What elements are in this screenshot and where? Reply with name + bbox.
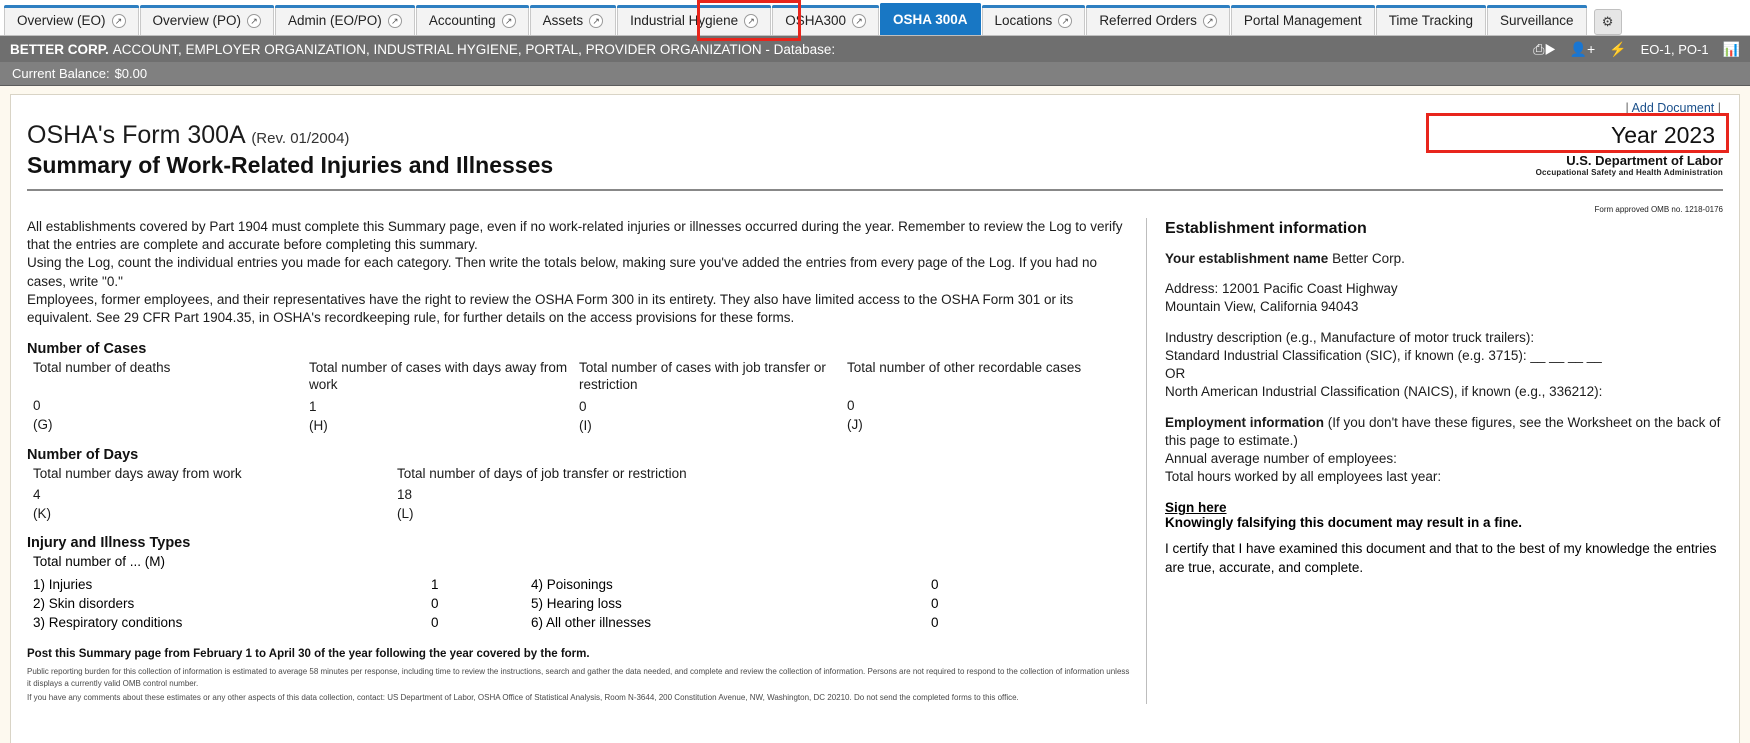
left-divider: | — [1625, 101, 1629, 115]
bar-chart-icon[interactable]: 📊 — [1722, 41, 1740, 57]
form-title — [27, 121, 1723, 150]
tab-label: Portal Management — [1243, 13, 1362, 28]
right-divider: | — [1717, 101, 1721, 115]
injury-type-5-label: 5) Hearing loss — [531, 595, 622, 611]
tab-label: Locations — [994, 13, 1053, 28]
cases-other-recordable-value: 0 — [847, 398, 855, 414]
days-away-from-work — [27, 466, 397, 521]
cases-deaths-label: Total number of deaths — [33, 360, 171, 376]
cases-deaths-value: 0 — [33, 398, 41, 414]
current-balance-bar — [0, 62, 1750, 86]
days-job-transfer-value: 18 — [397, 486, 413, 502]
cases-other-recordable-code: (J) — [847, 417, 863, 433]
sign-here-block — [1165, 500, 1723, 530]
cases-other-recordable-label: Total number of other recordable cases — [847, 360, 1082, 376]
department-label: U.S. Department of Labor — [1566, 153, 1723, 168]
tab-label: Time Tracking — [1388, 13, 1473, 28]
form-year: Year 2023 — [1610, 122, 1715, 148]
cases-deaths — [27, 360, 309, 432]
establishment-name-row — [1165, 250, 1723, 268]
address-label: Address: — [1165, 281, 1219, 297]
intro-text — [27, 218, 1134, 327]
number-of-cases-heading: Number of Cases — [27, 341, 147, 358]
document-body — [27, 218, 1723, 704]
injury-types-total-label: Total number of ... (M) — [33, 553, 166, 569]
employment-note: (If you don't have these figures, see the Worksheet on the back of this page to estimate.) — [1165, 414, 1721, 448]
falsifying-warning: Knowingly falsifying this document may result in a fine. — [1165, 515, 1523, 531]
injury-type-4-value: 0 — [931, 576, 939, 592]
establishment-heading: Establishment information — [1165, 220, 1367, 237]
tab-overview-po[interactable] — [140, 5, 275, 35]
osha-300a-document — [10, 94, 1740, 743]
external-link-icon: ↗ — [502, 14, 516, 28]
number-of-days-heading: Number of Days — [27, 446, 139, 463]
omb-number: Form approved OMB no. 1218-0176 — [1594, 205, 1723, 214]
external-link-icon: ↗ — [852, 14, 866, 28]
document-header — [27, 121, 1723, 179]
external-link-icon: ↗ — [744, 14, 758, 28]
fineprint-paragraph-2: If you have any comments about these estimates or any other aspects of this data collection, contact: US Department of Labor, OSHA Office of Statistical Analysis, Room N-3644, 200 Constitution Avenue, NW, Washington, DC 20210. Do not send the completed forms to this office. — [27, 693, 1019, 703]
form-revision: (Rev. 01/2004) — [251, 130, 350, 147]
days-away-code: (K) — [33, 505, 51, 521]
employment-block — [1165, 414, 1723, 487]
cases-job-transfer-value: 0 — [579, 398, 587, 414]
tab-overview-eo[interactable] — [4, 5, 139, 35]
tab-label: OSHA 300A — [892, 12, 968, 27]
injury-type-6-label: 6) All other illnesses — [531, 615, 652, 630]
days-job-transfer-label: Total number of days of job transfer or restriction — [397, 465, 687, 481]
address-line-1: 12001 Pacific Coast Highway — [1222, 281, 1398, 297]
tab-locations[interactable] — [982, 5, 1086, 35]
sic-label: Standard Industrial Classification (SIC), if known (e.g. 3715): __ __ __ __ — [1165, 347, 1602, 363]
cases-job-transfer — [579, 360, 847, 432]
external-link-icon: ↗ — [388, 14, 402, 28]
days-job-transfer-code: (L) — [397, 505, 414, 521]
tab-label: Admin (EO/PO) — [288, 13, 382, 28]
tab-admin-eo-po[interactable] — [275, 5, 415, 35]
or-label: OR — [1165, 366, 1186, 382]
days-away-label: Total number days away from work — [33, 465, 242, 481]
add-user-icon[interactable]: 👤+ — [1569, 41, 1596, 57]
injury-type-2-label: 2) Skin disorders — [33, 595, 135, 611]
address-line-2: Mountain View, California 94043 — [1165, 299, 1359, 315]
external-link-icon: ↗ — [1058, 14, 1072, 28]
days-job-transfer — [397, 466, 797, 521]
establishment-name-label: Your establishment name — [1165, 251, 1329, 266]
external-link-icon: ↗ — [112, 14, 126, 28]
tab-bar — [0, 0, 1750, 36]
post-summary-note: Post this Summary page from February 1 to April 30 of the year following the year covered by the form. — [27, 648, 590, 661]
number-of-days-grid — [27, 466, 1134, 521]
table-row — [27, 594, 1134, 613]
tab-label: OSHA300 — [785, 13, 846, 28]
add-document-link[interactable]: Add Document — [1631, 101, 1715, 115]
tab-referred-orders[interactable] — [1086, 5, 1230, 35]
injury-type-1-label: 1) Injuries — [33, 576, 93, 592]
year-block — [1536, 121, 1723, 177]
employment-information-heading: Employment information — [1165, 414, 1325, 430]
tab-assets[interactable] — [530, 5, 617, 35]
naics-label: North American Industrial Classification (NAICS), if known (e.g., 336212): — [1165, 384, 1603, 400]
video-camera-icon[interactable]: ⎙▶ — [1533, 41, 1556, 57]
certification-text: I certify that I have examined this document and that to the best of my knowledge the entries are true, accurate, and complete. — [1165, 541, 1717, 575]
establishment-address — [1165, 280, 1723, 316]
cases-days-away-value: 1 — [309, 398, 317, 414]
current-balance-label: Current Balance: — [12, 66, 110, 81]
establishment-name-value: Better Corp. — [1332, 251, 1405, 266]
industry-block — [1165, 329, 1723, 402]
injury-type-6-value: 0 — [931, 615, 939, 630]
tab-industrial-hygiene[interactable] — [617, 5, 771, 35]
intro-paragraph-3: Employees, former employees, and their representatives have the right to review the OSHA Form 300 in its entirety. They also have limited access to the OSHA Form 301 or its equivalent. See 29 CFR Part 1904.35, in OSHA's recordkeeping rule, for further details on the access provisions for these forms. — [27, 291, 1074, 326]
cases-job-transfer-code: (I) — [579, 417, 592, 433]
document-actions — [27, 101, 1723, 115]
document-right-column — [1147, 218, 1723, 704]
context-bar-actions — [1533, 36, 1740, 62]
tab-label: Surveillance — [1499, 13, 1574, 28]
tab-portal-management[interactable] — [1231, 5, 1375, 35]
intro-paragraph-2: Using the Log, count the individual entries you made for each category. Then write the totals below, making sure you've added the entries from every page of the Log. If you had no cases, write "0." — [27, 255, 1097, 289]
injury-type-3-value: 0 — [431, 615, 439, 630]
cases-days-away-code: (H) — [309, 417, 328, 433]
tab-surveillance[interactable] — [1487, 5, 1587, 35]
table-row — [27, 613, 1134, 632]
tab-label: Assets — [542, 13, 584, 28]
tab-time-tracking[interactable] — [1376, 5, 1486, 35]
injury-type-1-value: 1 — [431, 576, 439, 592]
settings-gear-icon[interactable]: ⚙ — [1594, 9, 1622, 35]
industry-description-label: Industry description (e.g., Manufacture of motor truck trailers): — [1165, 329, 1535, 345]
tab-label: Overview (EO) — [17, 13, 106, 28]
injury-type-2-value: 0 — [431, 595, 439, 611]
number-of-cases-grid — [27, 360, 1134, 432]
external-link-icon: ↗ — [589, 14, 603, 28]
cases-days-away — [309, 360, 579, 432]
injury-types-heading: Injury and Illness Types — [27, 534, 191, 551]
context-org-name: BETTER CORP. — [10, 41, 109, 57]
context-bar — [0, 36, 1750, 62]
form-subtitle: Summary of Work-Related Injuries and Illnesses — [27, 152, 554, 178]
external-link-icon: ↗ — [247, 14, 261, 28]
injury-types-table — [27, 554, 1134, 632]
fineprint-paragraph-1: Public reporting burden for this collection of information is estimated to average 58 minutes per response, including time to review the instructions, search and gather the data needed, and complete and review the collection of information. Persons are not required to respond to the collection of information unless it displays a currently valid OMB control number. — [27, 667, 1130, 689]
lightning-bolt-icon[interactable]: ⚡ — [1609, 41, 1627, 57]
total-hours-worked-label: Total hours worked by all employees last year: — [1165, 469, 1442, 485]
table-row — [27, 575, 1134, 594]
tab-label: Accounting — [428, 13, 496, 28]
header-divider — [27, 189, 1723, 191]
cases-days-away-label: Total number of cases with days away from work — [309, 360, 568, 392]
cases-other-recordable — [847, 360, 1127, 432]
injury-type-4-label: 4) Poisonings — [531, 576, 613, 592]
injury-type-5-value: 0 — [931, 595, 939, 611]
document-left-column — [27, 218, 1147, 704]
sign-here-label: Sign here — [1165, 500, 1227, 516]
context-selection-label: EO-1, PO-1 — [1640, 41, 1709, 57]
cases-deaths-code: (G) — [33, 417, 53, 433]
tab-osha-300a[interactable] — [880, 3, 981, 35]
annual-average-employees-label: Annual average number of employees: — [1165, 450, 1397, 466]
department-sublabel: Occupational Safety and Health Administration — [1535, 168, 1723, 177]
tab-accounting[interactable] — [416, 5, 529, 35]
tab-label: Industrial Hygiene — [630, 13, 739, 28]
tab-label: Referred Orders — [1099, 13, 1197, 28]
injury-type-3-label: 3) Respiratory conditions — [33, 615, 183, 630]
tab-label: Overview (PO) — [152, 13, 242, 28]
days-away-value: 4 — [33, 486, 41, 502]
context-modules-text: ACCOUNT, EMPLOYER ORGANIZATION, INDUSTRIAL HYGIENE, PORTAL, PROVIDER ORGANIZATION - Database: — [112, 41, 836, 57]
tab-osha300[interactable] — [772, 5, 879, 35]
current-balance-value: $0.00 — [114, 66, 148, 81]
external-link-icon: ↗ — [1203, 14, 1217, 28]
cases-job-transfer-label: Total number of cases with job transfer or restriction — [579, 360, 826, 392]
form-title-text: OSHA's Form 300A — [27, 121, 245, 149]
intro-paragraph-1: All establishments covered by Part 1904 must complete this Summary page, even if no work-related injuries or illnesses occurred during the year. Remember to review the Log to verify that the entries are complete and accurate before completing this summary. — [27, 219, 1123, 253]
